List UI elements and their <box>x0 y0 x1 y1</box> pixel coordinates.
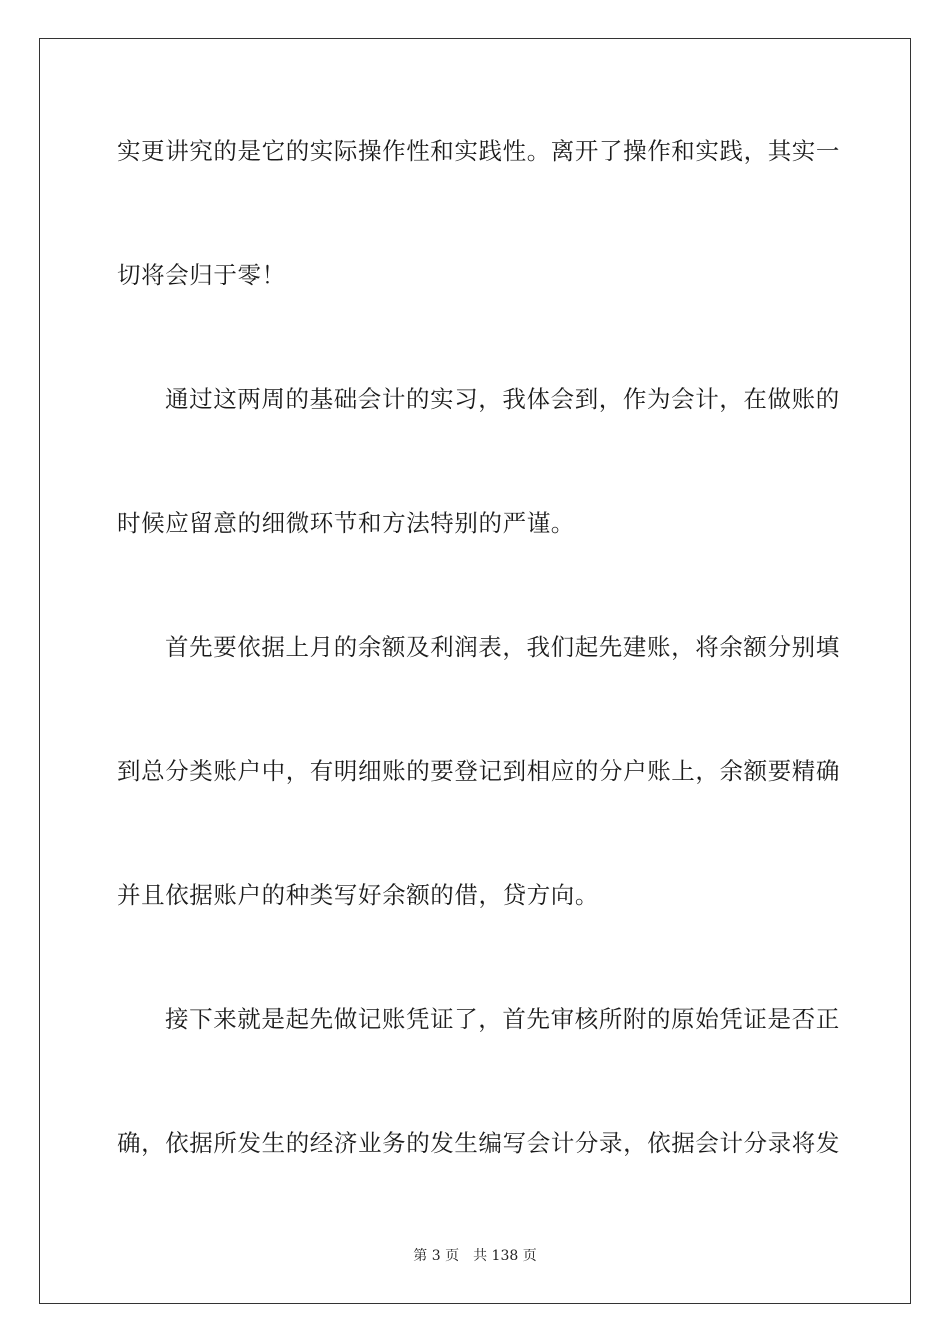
page-border <box>39 38 911 1304</box>
body-line-2: 切将会归于零！ <box>117 261 286 289</box>
body-line-5: 首先要依据上月的余额及利润表，我们起先建账，将余额分别填 <box>165 633 840 661</box>
body-line-4: 时候应留意的细微环节和方法特别的严谨。 <box>117 509 575 537</box>
body-line-3: 通过这两周的基础会计的实习，我体会到，作为会计，在做账的 <box>165 385 840 413</box>
body-line-7: 并且依据账户的种类写好余额的借，贷方向。 <box>117 881 599 909</box>
page-footer <box>0 1247 950 1265</box>
body-line-1: 实更讲究的是它的实际操作性和实践性。离开了操作和实践，其实一 <box>117 137 840 165</box>
page-number: 第 3 页 <box>413 1248 460 1264</box>
total-pages: 共 138 页 <box>473 1248 537 1264</box>
body-line-9: 确，依据所发生的经济业务的发生编写会计分录，依据会计分录将发 <box>117 1129 840 1157</box>
body-line-6: 到总分类账户中，有明细账的要登记到相应的分户账上，余额要精确 <box>117 757 840 785</box>
body-line-8: 接下来就是起先做记账凭证了，首先审核所附的原始凭证是否正 <box>165 1005 840 1033</box>
